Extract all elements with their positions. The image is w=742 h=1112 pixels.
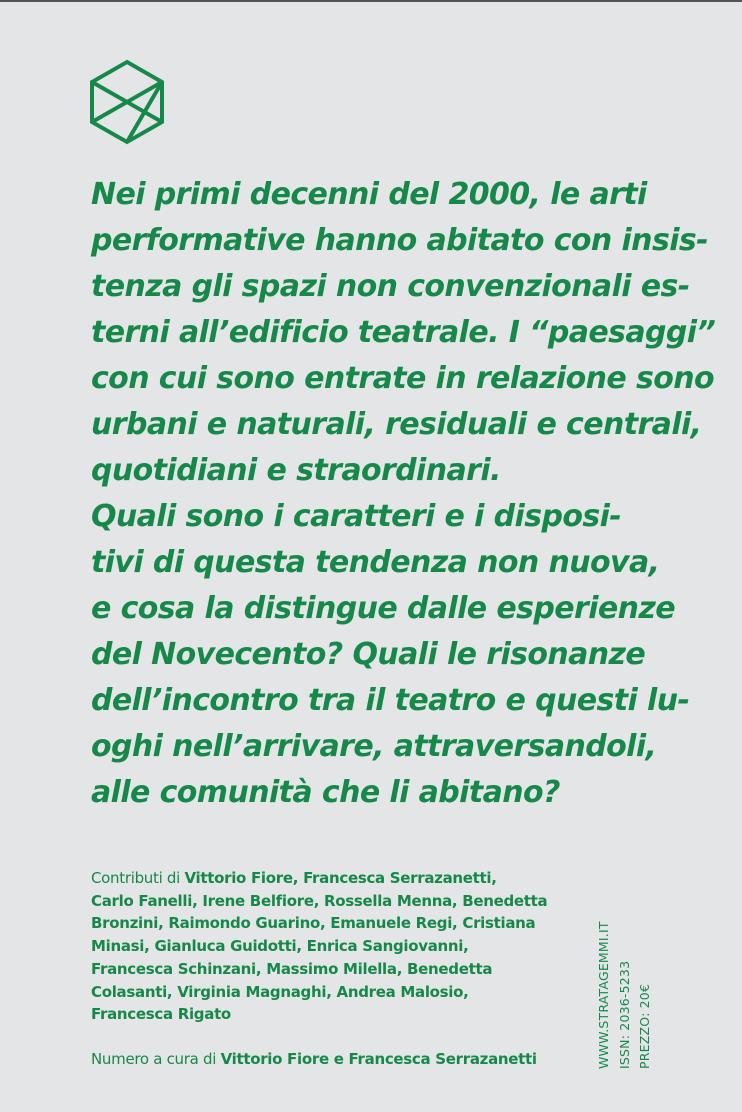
contributors-line: Carlo Fanelli, Irene Belfiore, Rossella Menna, Benedetta <box>91 891 548 910</box>
blurb-line: tivi di questa tendenza non nuova, <box>91 545 660 580</box>
blurb-line: con cui sono entrate in relazione sono <box>91 361 715 396</box>
contributors-line: Francesca Schinzani, Massimo Milella, Benedetta <box>91 959 493 978</box>
blurb-line: tenza gli spazi non convenzionali es- <box>91 269 690 304</box>
blurb-line: quotidiani e straordinari. <box>91 453 501 488</box>
issue-curator <box>91 1050 537 1068</box>
contributors-line <box>91 867 531 890</box>
blurb-line: performative hanno abitato con insis- <box>91 223 708 258</box>
blurb-line: dell’incontro tra il teatro e questi lu- <box>91 683 690 718</box>
back-cover-blurb <box>91 172 716 816</box>
blurb-line: Quali sono i caratteri e i disposi- <box>91 499 622 534</box>
blurb-line: oghi nell’arrivare, attraversandoli, <box>91 729 657 764</box>
contributors-line: Minasi, Gianluca Guidotti, Enrica Sangiovanni, <box>91 937 469 956</box>
contributors-line: Bronzini, Raimondo Guarino, Emanuele Regi, Cristiana <box>91 914 536 933</box>
curator-names: Vittorio Fiore e Francesca Serrazanetti <box>220 1050 537 1068</box>
blurb-line: alle comunità che li abitano? <box>91 775 560 810</box>
contributors-list <box>91 867 548 1026</box>
contributors-names: Vittorio Fiore, Francesca Serrazanetti, <box>184 869 497 887</box>
blurb-line: Nei primi decenni del 2000, le arti <box>91 177 647 212</box>
price-label: PREZZO: 20€ <box>637 983 652 1069</box>
side-publication-info <box>594 921 656 1069</box>
curator-intro: Numero a cura di <box>91 1050 221 1068</box>
blurb-line: del Novecento? Quali le risonanze <box>91 637 646 672</box>
website-url: WWW.STRATAGEMMI.IT <box>596 921 611 1069</box>
issn-number: ISSN: 2036-5233 <box>616 960 632 1069</box>
blurb-line: terni all’edificio teatrale. I “paesaggi” <box>91 315 716 350</box>
contributors-line: Colasanti, Virginia Magnaghi, Andrea Malosio, <box>91 982 469 1001</box>
contributors-line: Francesca Rigato <box>91 1005 231 1024</box>
blurb-line: e cosa la distingue dalle esperienze <box>91 591 676 626</box>
contributors-intro: Contributi di <box>91 869 185 887</box>
top-border <box>0 0 742 2</box>
blurb-line: urbani e naturali, residuali e centrali, <box>91 407 702 442</box>
stratagemmi-logo-icon <box>89 59 165 145</box>
